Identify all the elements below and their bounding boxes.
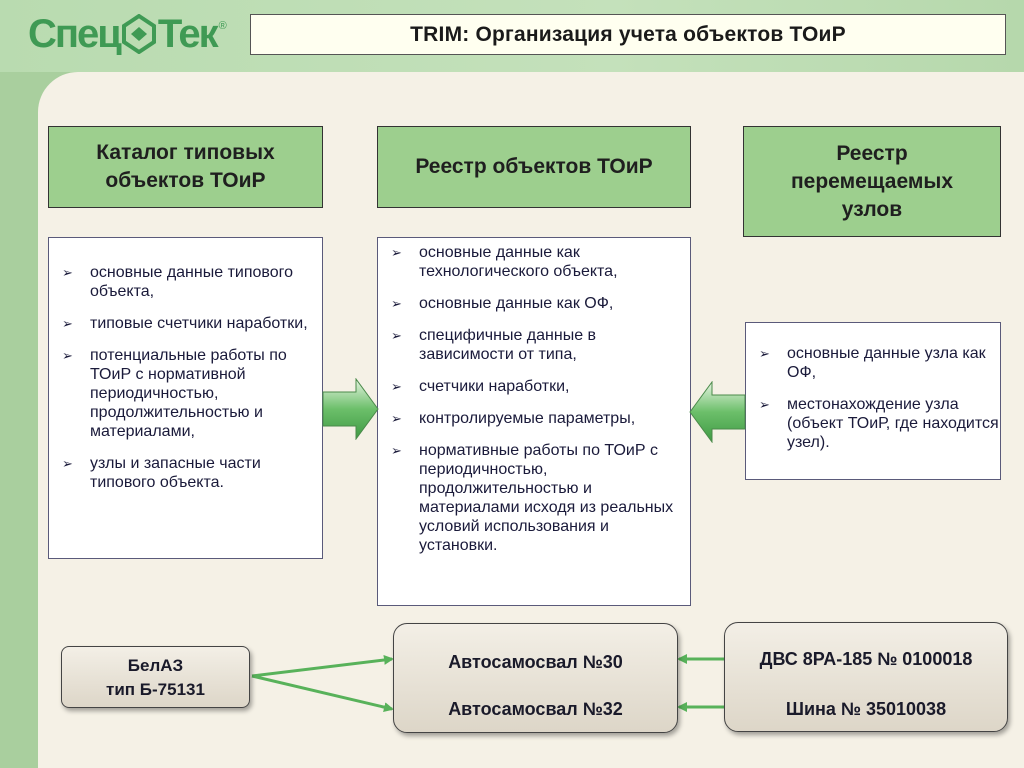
page-title: TRIM: Организация учета объектов ТОиР bbox=[250, 14, 1006, 55]
truck-32: Автосамосвал №32 bbox=[448, 699, 623, 719]
header-movable-units: Реестр перемещаемых узлов bbox=[743, 126, 1001, 237]
bullet-arrow-icon: ➢ bbox=[62, 348, 73, 363]
list-item: ➢ основные данные как технологического объекта, bbox=[391, 244, 618, 280]
bullet-arrow-icon: ➢ bbox=[62, 456, 73, 471]
logo-text-left: Спец bbox=[28, 11, 120, 56]
list-item: ➢ типовые счетчики наработки, bbox=[62, 315, 308, 332]
arrow-to-truck-30 bbox=[252, 659, 392, 676]
bullet-arrow-icon: ➢ bbox=[391, 328, 402, 343]
engine-unit: ДВС 8РА-185 № 0100018 bbox=[759, 649, 973, 669]
truck-30: Автосамосвал №30 bbox=[448, 652, 623, 672]
bullet-arrow-icon: ➢ bbox=[391, 411, 402, 426]
list-item: ➢ контролируемые параметры, bbox=[391, 410, 636, 427]
list-item: ➢ основные данные типового объекта, bbox=[62, 264, 293, 300]
bullet-arrow-icon: ➢ bbox=[759, 346, 770, 361]
bullet-arrow-icon: ➢ bbox=[62, 265, 73, 280]
bullet-arrow-icon: ➢ bbox=[391, 443, 402, 458]
belaz-model-box bbox=[61, 646, 250, 708]
list-item: ➢ потенциальные работы по ТОиР с нормативной периодичностью, продолжительностью и материалами, bbox=[62, 347, 287, 440]
list-item: ➢ основные данные узла как ОФ, bbox=[759, 345, 986, 381]
bullet-arrow-icon: ➢ bbox=[391, 245, 402, 260]
logo-registered-mark: ® bbox=[218, 20, 227, 32]
bullet-arrow-icon: ➢ bbox=[759, 397, 770, 412]
header-registry: Реестр объектов ТОиР bbox=[377, 126, 691, 208]
belaz-type: тип Б-75131 bbox=[106, 680, 205, 699]
bullet-arrow-icon: ➢ bbox=[391, 379, 402, 394]
list-item: ➢ нормативные работы по ТОиР с периодичностью, продолжительностью и материалами исходя из реальных условий использования и установки. bbox=[391, 442, 674, 554]
bullet-arrow-icon: ➢ bbox=[62, 316, 73, 331]
list-item: ➢ узлы и запасные части типового объекта. bbox=[62, 455, 261, 491]
trucks-box bbox=[393, 623, 678, 733]
tire-unit: Шина № 35010038 bbox=[785, 699, 947, 719]
list-item: ➢ местонахождение узла (объект ТОиР, где находится узел). bbox=[759, 396, 999, 451]
bullet-arrow-icon: ➢ bbox=[391, 296, 402, 311]
units-box bbox=[724, 622, 1008, 732]
arrow-to-truck-32 bbox=[252, 676, 392, 709]
list-item: ➢ специфичные данные в зависимости от типа, bbox=[391, 327, 597, 363]
list-item: ➢ основные данные как ОФ, bbox=[391, 295, 614, 312]
logo-text-right: Тек bbox=[157, 11, 217, 56]
list-item: ➢ счетчики наработки, bbox=[391, 378, 570, 395]
header-catalog: Каталог типовых объектов ТОиР bbox=[48, 126, 323, 208]
belaz-name: БелАЗ bbox=[127, 656, 184, 675]
